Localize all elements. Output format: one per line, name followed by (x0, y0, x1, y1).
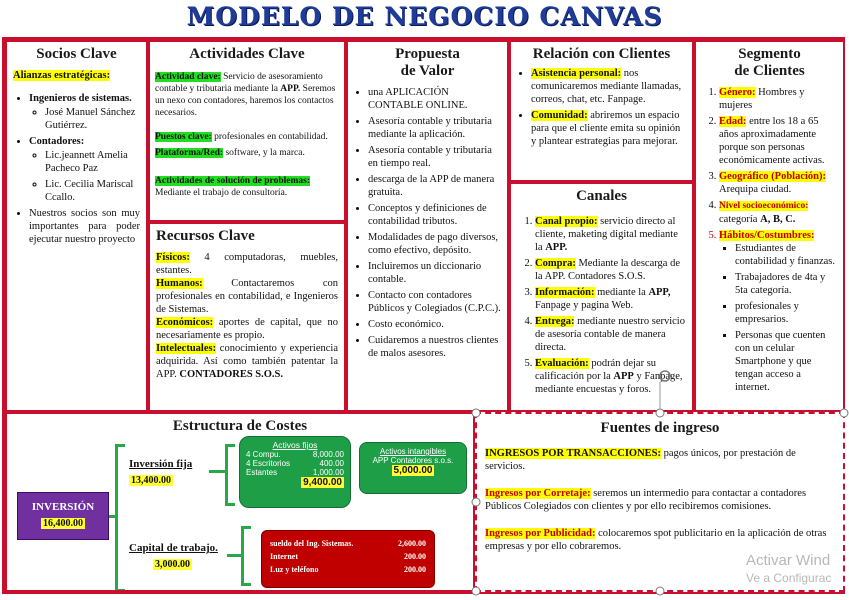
activo-row: Estantes 1,000.00 (246, 468, 344, 477)
recursos-heading: Recursos Clave (156, 228, 255, 244)
value-item: • Asesoría contable y tributaria en tiempo real. (368, 144, 501, 170)
evaluation-app: APP (613, 371, 634, 382)
gender-text: Hombres y mujeres (719, 87, 805, 111)
capital-row: Luz y teléfono 200.00 (270, 565, 426, 574)
delivery-label: Entrega: (535, 316, 575, 327)
activation-watermark (746, 552, 831, 586)
engineers-label: Ingenieros de sistemas. (29, 93, 132, 104)
capital-label: Capital de trabajo. (129, 542, 218, 554)
socioeconomic-text: categoría (719, 214, 761, 225)
brokerage-text: seremos un intermedio para contactar a contadores Públicos Colegiados con clientes y por ello recibiremos comisiones. (485, 488, 807, 512)
activos-total: 9,400.00 (303, 477, 342, 488)
human-text: Contactaremos con profesionales en contabilidad, e Ingenieros de Sistemas. (156, 278, 338, 315)
brokerage-label: Ingresos por Corretaje: (485, 488, 591, 499)
costos-heading: Estructura de Costes (172, 418, 308, 434)
gender-label: Género: (719, 87, 756, 98)
evaluation-text-2: y Fanpage, mediante encuestas y foros. (535, 371, 683, 395)
age-label: Edad: (719, 116, 747, 127)
human-label: Humanos: (156, 278, 203, 289)
accountant-2: ◦ Lic. Cecilia Mariscal Ccallo. (45, 178, 140, 204)
main-bracket (115, 444, 125, 592)
geographic-text: Arequipa ciudad. (719, 184, 792, 195)
relacion-heading: Relación con Clientes (532, 46, 671, 62)
personal-assist-text: nos comunicaremos mediante llamadas, correos, chat, etc. Fanpage. (531, 68, 682, 105)
partners-note: • Nuestros socios son muy importantes para poder ejecutar nuestro proyecto (29, 207, 140, 246)
relacion-clientes-block (509, 40, 694, 182)
inversion-fija-value: 13,400.00 (131, 475, 171, 486)
value-item: • Conceptos y definiciones de contabilidad tributos. (368, 202, 501, 228)
segmento-heading-2: de Clientes (734, 63, 805, 79)
purchase-label: Compra: (535, 258, 576, 269)
watermark-line-1: Activar Wind (746, 552, 831, 569)
socioeconomic-categories: A, B, C. (760, 214, 796, 225)
segmento-heading-1: Segmento (738, 46, 801, 62)
inversion-box (17, 492, 109, 540)
habit-item: ▪ profesionales y empresarios. (735, 300, 838, 326)
capital-trabajo-box (129, 542, 229, 578)
intangibles-title: Activos intangibles (379, 447, 447, 456)
information-app: APP, (648, 287, 671, 298)
platform-label: Plataforma/Red: (155, 148, 224, 158)
evaluation-label: Evaluación: (535, 358, 589, 369)
evaluation-text: podrán dejar su calificación por la (535, 358, 657, 382)
fija-bracket (225, 444, 235, 506)
value-item: • Asesoría contable y tributaria mediante la aplicación. (368, 115, 501, 141)
activity-key-label: Actividad clave: (155, 72, 221, 82)
inversion-label: INVERSIÓN (31, 501, 95, 513)
age-text: entre los 18 a 65 años aproximadamente porque son personas económicamente activas. (719, 116, 825, 166)
own-channel-app: APP. (545, 242, 568, 253)
own-channel-label: Canal propio: (535, 216, 598, 227)
estructura-costes-block (5, 412, 475, 592)
accountant-1: ◦ Lic.jeannett Amelia Pacheco Paz (45, 149, 140, 175)
personal-assist-label: Asistencia personal: (531, 68, 622, 79)
actividades-heading: Actividades Clave (189, 46, 305, 62)
intangibles-value: 5,000.00 (393, 465, 433, 476)
intangibles-text: APP Contadores s.o.s. (372, 456, 454, 465)
platform-text: software, y la marca. (223, 148, 305, 158)
value-item: • descarga de la APP de manera gratuita. (368, 173, 501, 199)
capital-value: 3,000.00 (155, 559, 190, 570)
activos-fijos-box (239, 436, 351, 508)
value-item: • Contacto con contadores Públicos y Colegiados (C.P.C.). (368, 289, 501, 315)
capital-row: sueldo del Ing. Sistemas. 2,600.00 (270, 539, 426, 548)
advertising-text: colocaremos spot publicitario en la aplicación de otras empresas y por ello cobraremos. (485, 528, 827, 552)
activo-row: 4 Escritorios 400.00 (246, 459, 344, 468)
advertising-label: Ingresos por Publicidad: (485, 528, 596, 539)
information-label: Información: (535, 287, 595, 298)
activos-fijos-title: Activos fijos (272, 440, 318, 450)
problem-solving-text: Mediante el trabajo de consultoría. (155, 188, 288, 198)
activity-key-app: APP. (280, 84, 301, 94)
engineer-name: ◦ José Manuel Sánchez Gutiérrez. (45, 106, 140, 132)
socios-heading: Socios Clave (36, 46, 117, 62)
activos-intangibles-box (359, 442, 467, 494)
key-positions-label: Puestos clave: (155, 132, 212, 142)
page-title: MODELO DE NEGOCIO CANVAS (186, 2, 663, 31)
ingresos-heading: Fuentes de ingreso (600, 420, 720, 436)
capital-detail-box (261, 530, 435, 588)
capital-row: Internet 200.00 (270, 552, 426, 561)
inversion-value: 16,400.00 (43, 518, 83, 529)
capital-bracket (241, 526, 251, 586)
socioeconomic-label: Nivel socioeconómico: (719, 201, 809, 211)
activity-key-text: Servicio de asesoramiento contable y tributaria mediante la (155, 72, 323, 94)
propuesta-valor-block (346, 40, 509, 412)
economic-text: aportes de capital, que no necesariamente es propio. (156, 317, 338, 341)
own-channel-text: servicio directo al cliente, maketing digital mediante la (535, 216, 678, 253)
geographic-label: Geográfico (Población): (719, 171, 827, 182)
intellectual-text: conocimiento y experiencia adquirida. Así como también patentar la APP. (156, 343, 338, 380)
transactions-label: INGRESOS POR TRANSACCIONES: (485, 448, 662, 459)
value-item: • Incluiremos un diccionario contable. (368, 260, 501, 286)
inversion-fija-label: Inversión fija (129, 458, 193, 470)
intellectual-label: Intelectuales: (156, 343, 217, 354)
habit-item: ▪ Personas que cuenten con un celular Smartphone y que tengan acceso a internet. (735, 329, 838, 394)
accountants-label: Contadores: (29, 136, 85, 147)
habits-label: Hábitos/Costumbres: (719, 230, 815, 241)
delivery-text: mediante nuestro servicio de asesoría contable de manera directa. (535, 316, 685, 353)
canales-block (509, 182, 694, 412)
activity-key-text-2: Seremos un nexo con contadores, haremos los contactos necesarios. (155, 84, 336, 118)
community-label: Comunidad: (531, 110, 588, 121)
value-item: • Modalidades de pago diversos, como efectivo, depósito. (368, 231, 501, 257)
information-text: mediante la (594, 287, 649, 298)
segmento-clientes-block (694, 40, 845, 412)
recursos-clave-block (148, 222, 346, 412)
inversion-fija-box (129, 458, 209, 494)
information-text-2: Fanpage y pagina Web. (535, 300, 634, 311)
purchase-text: Mediante la descarga de la APP. Contadores S.O.S. (535, 258, 681, 282)
physical-label: Físicos: (156, 252, 190, 263)
value-item: • una APLICACIÓN CONTABLE ONLINE. (368, 86, 501, 112)
habit-item: ▪ Estudiantes de contabilidad y finanzas. (735, 242, 838, 268)
community-text: abriremos un espacio para que el cliente emita su opinión y plantear estrategias para mejorar. (531, 110, 681, 147)
value-item: • Costo económico. (368, 318, 501, 331)
transactions-text: pagos únicos, por prestación de servicios. (485, 448, 796, 472)
habit-item: ▪ Trabajadores de 4ta y 5ta categoría. (735, 271, 838, 297)
actividades-clave-block (148, 40, 346, 222)
propuesta-heading-2: de Valor (400, 63, 455, 79)
physical-text: 4 computadoras, muebles, estantes. (156, 252, 338, 276)
activo-row: 4 Compu. 8,000.00 (246, 450, 344, 459)
watermark-line-2: Ve a Configurac (746, 571, 832, 585)
socios-clave-block (5, 40, 148, 412)
alliances-label: Alianzas estratégicas: (13, 70, 111, 81)
canales-heading: Canales (576, 188, 627, 204)
value-item: • Cuidaremos a nuestros clientes de malos asesores. (368, 334, 501, 360)
key-positions-text: profesionales en contabilidad. (211, 132, 328, 142)
economic-label: Económicos: (156, 317, 214, 328)
problem-solving-label: Actividades de solución de problemas: (155, 176, 311, 186)
intellectual-brand: CONTADORES S.O.S. (179, 369, 284, 380)
propuesta-heading-1: Propuesta (395, 46, 460, 62)
